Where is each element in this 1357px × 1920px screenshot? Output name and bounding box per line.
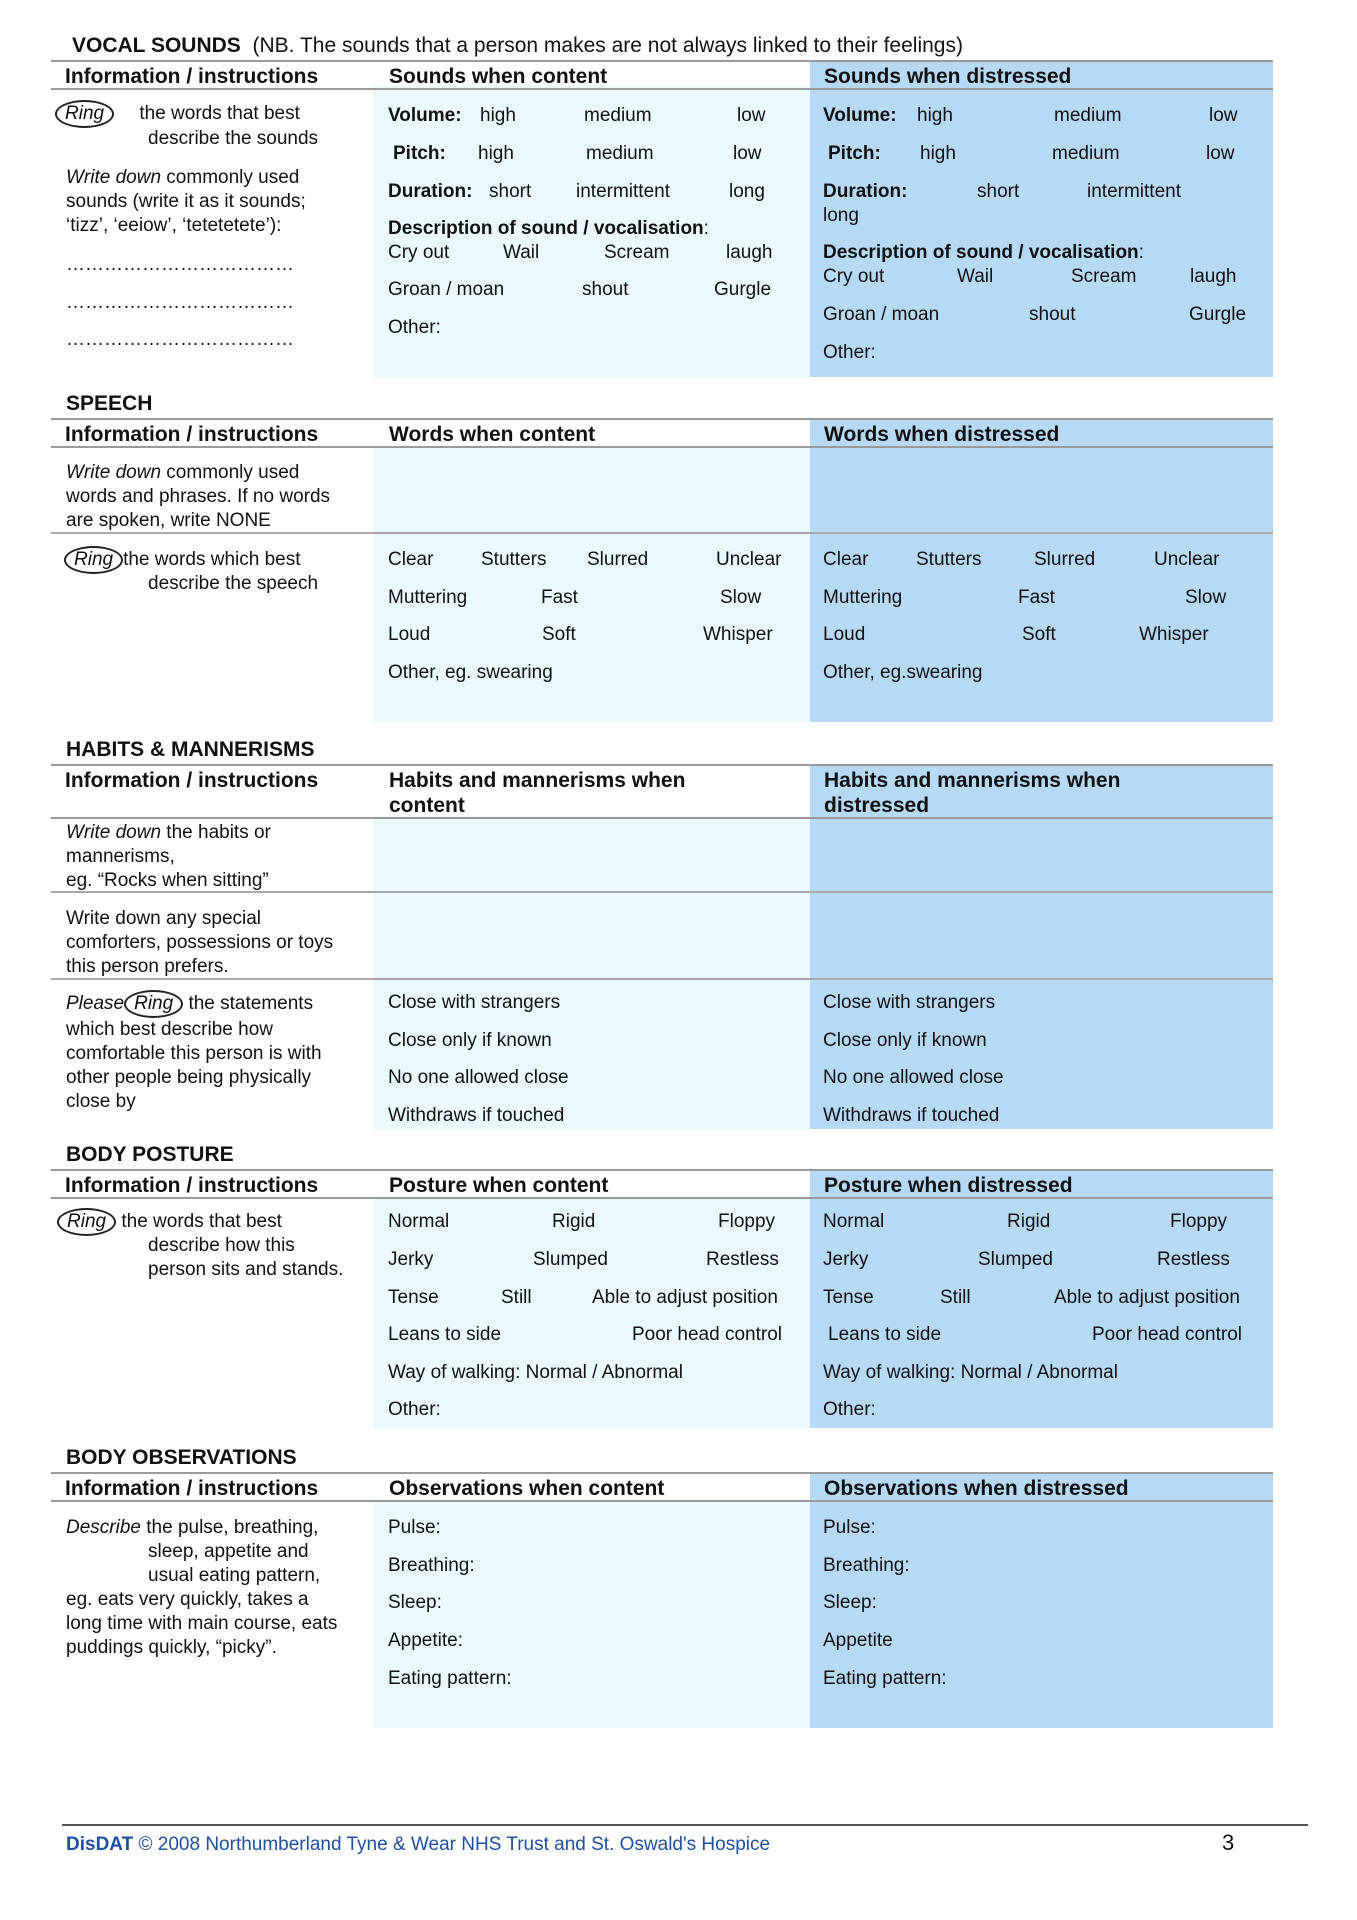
footer-copyright <box>66 1834 770 1856</box>
info-text: Write down any special <box>66 908 262 929</box>
observations-instruction <box>66 1516 337 1660</box>
vocal-ring-instruction <box>55 100 300 128</box>
info-text: close by <box>66 1091 136 1112</box>
posture-option[interactable]: Leans to side <box>388 1324 502 1345</box>
vocal-option[interactable]: long <box>729 181 765 202</box>
vocal-write-line[interactable]: ……………………………… <box>66 329 294 350</box>
observation-field[interactable]: Pulse: <box>823 1517 876 1538</box>
vocal-volume-label: Volume: <box>823 105 897 126</box>
posture-other: Other: <box>388 1399 441 1420</box>
vocal-duration-label: Duration: <box>823 181 908 202</box>
vocal-option[interactable]: high <box>478 143 514 164</box>
speech-option[interactable]: Unclear <box>716 549 782 570</box>
vocal-header-distress: Sounds when distressed <box>824 65 1072 88</box>
observations-header-content: Observations when content <box>389 1477 665 1500</box>
vocal-option[interactable]: high <box>917 105 953 126</box>
info-text: the words which best <box>123 549 301 570</box>
info-text: words and phrases. If no words <box>66 486 331 507</box>
vocal-info-text: the words that best <box>139 103 300 124</box>
info-text: eg. eats very quickly, takes a <box>66 1589 309 1610</box>
habits-header-info: Information / instructions <box>65 769 319 792</box>
info-text: mannerisms, <box>66 846 175 867</box>
habits-ring-instruction <box>66 990 322 1114</box>
posture-option[interactable]: Normal <box>823 1211 885 1232</box>
info-text: eg. “Rocks when sitting” <box>66 870 269 891</box>
posture-option[interactable]: Jerky <box>388 1249 434 1270</box>
posture-header-content: Posture when content <box>389 1174 609 1197</box>
speech-title: SPEECH <box>66 392 153 415</box>
vocal-option[interactable]: Cry out <box>823 266 885 287</box>
vocal-desc-label: Description of sound / vocalisation: <box>388 218 709 239</box>
speech-header-row <box>51 418 1273 448</box>
italic-text: Write down <box>66 462 162 483</box>
vocal-header-info: Information / instructions <box>65 65 319 88</box>
posture-option[interactable]: Jerky <box>823 1249 869 1270</box>
vocal-option[interactable]: medium <box>584 105 652 126</box>
posture-option[interactable]: Slumped <box>533 1249 608 1270</box>
vocal-option[interactable]: intermittent <box>1087 181 1181 202</box>
info-text: commonly used <box>161 462 300 483</box>
info-text: long time with main course, eats <box>66 1613 338 1634</box>
vocal-title: VOCAL SOUNDS <box>72 34 241 57</box>
info-text: the statements <box>183 993 314 1014</box>
vocal-option[interactable]: intermittent <box>576 181 670 202</box>
info-text: comfortable this person is with <box>66 1043 322 1064</box>
vocal-option[interactable]: long <box>823 205 859 226</box>
info-text: sleep, appetite and <box>148 1541 309 1562</box>
info-text: the habits or <box>161 822 271 843</box>
info-text: the pulse, breathing, <box>140 1517 319 1538</box>
vocal-header-row <box>51 60 1273 90</box>
vocal-volume-label: Volume: <box>388 105 462 126</box>
posture-option[interactable]: Rigid <box>552 1211 596 1232</box>
italic-text: Please <box>66 993 125 1014</box>
vocal-option[interactable]: medium <box>1052 143 1120 164</box>
observations-header-distress: Observations when distressed <box>824 1477 1129 1500</box>
ring-marker: Ring <box>57 1208 116 1236</box>
info-text: the words that best <box>121 1211 282 1232</box>
vocal-option[interactable]: short <box>489 181 532 202</box>
vocal-option[interactable]: medium <box>586 143 654 164</box>
speech-option[interactable]: Clear <box>823 549 869 570</box>
speech-option[interactable]: Fast <box>1018 587 1055 608</box>
speech-option[interactable]: Loud <box>388 624 431 645</box>
vocal-write-instruction <box>66 166 306 238</box>
italic-text: Describe <box>66 1517 141 1538</box>
habits-option[interactable]: Withdraws if touched <box>388 1105 565 1126</box>
speech-option[interactable]: Slow <box>1185 587 1227 608</box>
footer-divider <box>62 1824 1308 1826</box>
habits-title: HABITS & MANNERISMS <box>66 738 315 761</box>
observation-field[interactable]: Appetite <box>823 1630 893 1651</box>
info-text: ‘tizz’, ‘eeiow’, ‘tetetetete’): <box>66 215 282 236</box>
ring-marker: Ring <box>124 990 183 1018</box>
observations-title: BODY OBSERVATIONS <box>66 1446 297 1469</box>
vocal-pitch-label: Pitch: <box>828 143 881 164</box>
divider <box>51 532 1273 534</box>
ring-marker: Ring <box>55 100 114 128</box>
info-text: which best describe how <box>66 1019 273 1040</box>
vocal-option[interactable]: Scream <box>604 242 670 263</box>
speech-other: Other, eg.swearing <box>823 662 983 683</box>
posture-walking[interactable]: Way of walking: Normal / Abnormal <box>823 1362 1118 1383</box>
posture-header-info: Information / instructions <box>65 1174 319 1197</box>
vocal-option[interactable]: high <box>480 105 516 126</box>
italic-text: Write down <box>66 822 162 843</box>
speech-ring-instruction <box>64 546 301 574</box>
vocal-option[interactable]: Wail <box>503 242 540 263</box>
speech-option[interactable]: Muttering <box>823 587 903 608</box>
posture-title: BODY POSTURE <box>66 1143 234 1166</box>
divider <box>51 891 1273 893</box>
habits-write-instruction <box>66 821 271 893</box>
vocal-option[interactable]: laugh <box>726 242 773 263</box>
vocal-option[interactable]: medium <box>1054 105 1122 126</box>
italic-text: Write down <box>66 167 162 188</box>
info-text: this person prefers. <box>66 956 229 977</box>
habits-option[interactable]: Close only if known <box>388 1030 552 1051</box>
vocal-pitch-label: Pitch: <box>393 143 446 164</box>
page-number: 3 <box>1222 1830 1235 1855</box>
vocal-option[interactable]: low <box>733 143 762 164</box>
footer-brand: DisDAT <box>66 1834 134 1855</box>
divider <box>51 978 1273 980</box>
info-text: sounds (write it as it sounds; <box>66 191 306 212</box>
speech-option[interactable]: Fast <box>541 587 578 608</box>
habits-header-distress: Habits and mannerisms when distressed <box>824 769 1121 817</box>
posture-walking[interactable]: Way of walking: Normal / Abnormal <box>388 1362 683 1383</box>
posture-option[interactable]: Leans to side <box>828 1324 942 1345</box>
speech-option[interactable]: Stutters <box>481 549 547 570</box>
posture-option[interactable]: Restless <box>1157 1249 1230 1270</box>
posture-option[interactable]: Poor head control <box>1092 1324 1242 1345</box>
habits-option[interactable]: No one allowed close <box>388 1067 569 1088</box>
vocal-other: Other: <box>823 342 876 363</box>
observation-field[interactable]: Sleep: <box>388 1592 442 1613</box>
vocal-option[interactable]: shout <box>1029 304 1076 325</box>
vocal-option[interactable]: Groan / moan <box>388 279 505 300</box>
speech-option[interactable]: Whisper <box>1139 624 1209 645</box>
speech-header-content: Words when content <box>389 423 596 446</box>
info-text: other people being physically <box>66 1067 312 1088</box>
speech-option[interactable]: Clear <box>388 549 434 570</box>
vocal-section-title <box>72 34 963 58</box>
info-text: comforters, possessions or toys <box>66 932 334 953</box>
vocal-option[interactable]: shout <box>582 279 629 300</box>
habits-header-content: Habits and mannerisms when content <box>389 769 686 817</box>
posture-option[interactable]: Floppy <box>718 1211 776 1232</box>
habits-comforters-instruction <box>66 907 333 979</box>
habits-header-row <box>51 764 1273 819</box>
speech-other: Other, eg. swearing <box>388 662 553 683</box>
vocal-option[interactable]: low <box>1209 105 1238 126</box>
posture-other: Other: <box>823 1399 876 1420</box>
speech-option[interactable]: Slurred <box>587 549 649 570</box>
habits-option[interactable]: Close with strangers <box>823 992 996 1013</box>
observation-field[interactable]: Breathing: <box>823 1555 910 1576</box>
posture-info-text: describe how this <box>148 1235 295 1256</box>
vocal-other: Other: <box>388 317 441 338</box>
vocal-option[interactable]: Gurgle <box>1189 304 1247 325</box>
info-text: puddings quickly, “picky”. <box>66 1637 277 1658</box>
posture-option[interactable]: Normal <box>388 1211 450 1232</box>
observations-header-row <box>51 1472 1273 1502</box>
speech-header-info: Information / instructions <box>65 423 319 446</box>
posture-option[interactable]: Able to adjust position <box>1054 1287 1240 1308</box>
habits-option[interactable]: No one allowed close <box>823 1067 1004 1088</box>
posture-header-row <box>51 1169 1273 1199</box>
observation-field[interactable]: Eating pattern: <box>823 1668 947 1689</box>
observation-field[interactable]: Sleep: <box>823 1592 877 1613</box>
speech-option[interactable]: Soft <box>542 624 576 645</box>
posture-option[interactable]: Tense <box>823 1287 874 1308</box>
habits-option[interactable]: Withdraws if touched <box>823 1105 1000 1126</box>
speech-option[interactable]: Whisper <box>703 624 773 645</box>
speech-option[interactable]: Soft <box>1022 624 1056 645</box>
speech-write-instruction <box>66 461 330 533</box>
ring-marker: Ring <box>64 546 123 574</box>
vocal-option[interactable]: Groan / moan <box>823 304 940 325</box>
vocal-option[interactable]: laugh <box>1190 266 1237 287</box>
speech-option[interactable]: Muttering <box>388 587 468 608</box>
posture-ring-instruction <box>57 1208 282 1236</box>
vocal-option[interactable]: Cry out <box>388 242 450 263</box>
posture-option[interactable]: Tense <box>388 1287 439 1308</box>
posture-option[interactable]: Rigid <box>1007 1211 1051 1232</box>
vocal-option[interactable]: low <box>1206 143 1235 164</box>
vocal-write-line[interactable]: ……………………………… <box>66 254 294 275</box>
speech-option[interactable]: Slurred <box>1034 549 1096 570</box>
posture-option[interactable]: Floppy <box>1170 1211 1228 1232</box>
posture-header-distress: Posture when distressed <box>824 1174 1073 1197</box>
speech-option[interactable]: Unclear <box>1154 549 1220 570</box>
info-text: usual eating pattern, <box>148 1565 321 1586</box>
vocal-note: (NB. The sounds that a person makes are not always linked to their feelings) <box>252 34 963 57</box>
observation-field[interactable]: Eating pattern: <box>388 1668 512 1689</box>
vocal-duration-label: Duration: <box>388 181 473 202</box>
speech-info-text: describe the speech <box>148 573 319 594</box>
info-text: commonly used <box>161 167 300 188</box>
posture-option[interactable]: Slumped <box>978 1249 1053 1270</box>
habits-option[interactable]: Close only if known <box>823 1030 987 1051</box>
posture-option[interactable]: Still <box>940 1287 971 1308</box>
vocal-option[interactable]: Gurgle <box>714 279 772 300</box>
habits-option[interactable]: Close with strangers <box>388 992 561 1013</box>
posture-option[interactable]: Poor head control <box>632 1324 782 1345</box>
posture-info-text: person sits and stands. <box>148 1259 344 1280</box>
posture-option[interactable]: Still <box>501 1287 532 1308</box>
footer-text: © 2008 Northumberland Tyne & Wear NHS Trust and St. Oswald's Hospice <box>133 1834 771 1855</box>
vocal-header-content: Sounds when content <box>389 65 608 88</box>
observation-field[interactable]: Pulse: <box>388 1517 441 1538</box>
vocal-write-line[interactable]: ……………………………… <box>66 292 294 313</box>
speech-option[interactable]: Stutters <box>916 549 982 570</box>
vocal-option[interactable]: high <box>920 143 956 164</box>
posture-option[interactable]: Restless <box>706 1249 779 1270</box>
info-text: are spoken, write NONE <box>66 510 271 531</box>
vocal-desc-label: Description of sound / vocalisation: <box>823 242 1144 263</box>
vocal-option[interactable]: Wail <box>957 266 994 287</box>
speech-option[interactable]: Loud <box>823 624 866 645</box>
observations-header-info: Information / instructions <box>65 1477 319 1500</box>
speech-header-distress: Words when distressed <box>824 423 1060 446</box>
vocal-option[interactable]: short <box>977 181 1020 202</box>
posture-option[interactable]: Able to adjust position <box>592 1287 778 1308</box>
observation-field[interactable]: Breathing: <box>388 1555 475 1576</box>
vocal-option[interactable]: Scream <box>1071 266 1137 287</box>
vocal-info-text: describe the sounds <box>148 128 319 149</box>
observation-field[interactable]: Appetite: <box>388 1630 463 1651</box>
speech-option[interactable]: Slow <box>720 587 762 608</box>
vocal-option[interactable]: low <box>737 105 766 126</box>
